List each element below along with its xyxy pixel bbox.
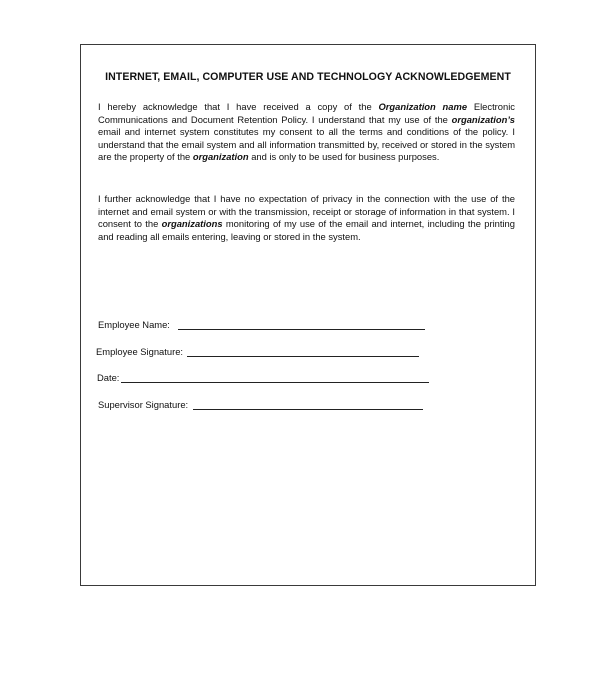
privacy-paragraph	[98, 193, 515, 243]
supervisor-signature-line[interactable]	[193, 399, 423, 410]
date-line[interactable]	[121, 372, 429, 383]
paragraph-text: monitoring of my use of the email and internet, including the printing and reading all emails entering, leaving or stored in the system.	[98, 218, 515, 242]
date-row	[97, 372, 429, 384]
acknowledgement-paragraph	[98, 101, 515, 164]
document-page	[80, 44, 536, 586]
employee-name-line[interactable]	[178, 319, 425, 330]
paragraph-text: and is only to be used for business purposes.	[248, 151, 440, 163]
supervisor-signature-label: Supervisor Signature:	[98, 399, 189, 410]
emphasized-text: Organization name	[378, 101, 468, 112]
paragraph-text: Electronic Communications and Document Retention Policy. I understand that my use of the	[98, 101, 515, 125]
emphasized-text: organizations	[161, 218, 223, 230]
date-label: Date:	[97, 372, 120, 383]
emphasized-text: organization’s	[451, 113, 515, 125]
emphasized-text: organization	[192, 151, 249, 163]
paragraph-text: I further acknowledge that I have no expectation of privacy in the connection with the use of the internet and email system or with the transmission, receipt or storage of information in that system. I consent to the	[98, 193, 515, 230]
paragraph-text: email and internet system constitutes my consent to all the terms and conditions of the policy. I understand that the email system and all information transmitted by, received or stored in the system are the property of the	[98, 126, 515, 163]
employee-name-label: Employee Name:	[98, 319, 170, 330]
employee-signature-row	[96, 346, 419, 358]
employee-name-row	[98, 319, 425, 331]
employee-signature-line[interactable]	[187, 346, 419, 357]
paragraph-text: I hereby acknowledge that I have received a copy of the	[98, 101, 379, 112]
supervisor-signature-row	[98, 399, 423, 411]
document-title: INTERNET, EMAIL, COMPUTER USE AND TECHNOLOGY ACKNOWLEDGEMENT	[105, 71, 511, 83]
employee-signature-label: Employee Signature:	[96, 346, 184, 357]
